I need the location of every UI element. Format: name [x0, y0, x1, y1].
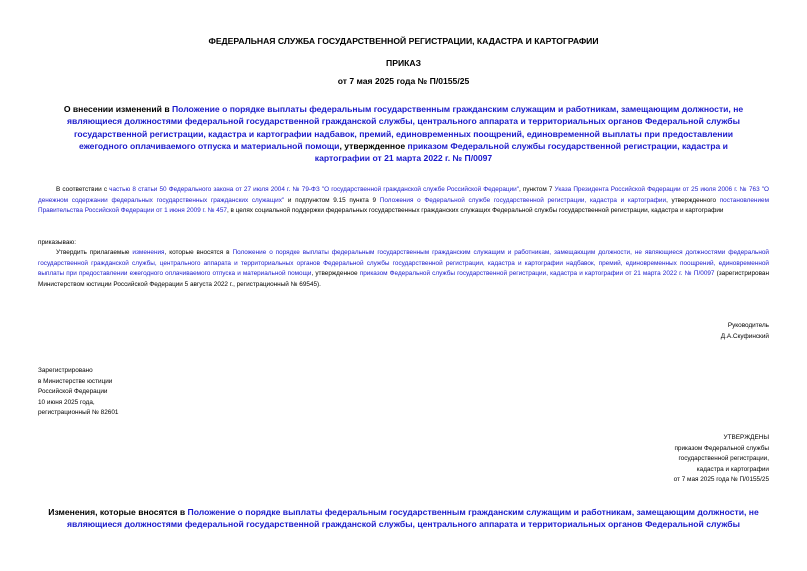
- registration-block: [38, 366, 118, 419]
- orders-word: приказываю:: [38, 239, 76, 246]
- approved-line-4: кадастра и картографии: [696, 465, 769, 473]
- agency-name: ФЕДЕРАЛЬНАЯ СЛУЖБА ГОСУДАРСТВЕННОЙ РЕГИСТРАЦИИ, КАДАСТРА И КАРТОГРАФИИ: [208, 36, 599, 46]
- title-middle: , утвержденное: [339, 140, 408, 151]
- approved-line-3: государственной регистрации,: [678, 455, 769, 463]
- p1-text-2: , пунктом 7: [519, 186, 555, 193]
- registration-line-1: Зарегистрировано: [38, 367, 93, 374]
- p1-text-5: , в целях социальной поддержки федеральных государственных гражданских служащих Федеральной службы государственной регистрации, кадастра и картографии: [226, 207, 724, 215]
- registration-line-5: регистрационный № 82601: [38, 409, 119, 417]
- regulation-link[interactable]: Положение о порядке выплаты федеральным государственным гражданским служащим и работникам, замещающим должности, не являющиеся должностями федеральной государственной гражданской службы, центрального аппарата и территориальных органов Федеральной службы государственной регистрации, кадастра и картографии надбавок, премий, единовременных поощрений, единовременной выплаты при предоставлении ежегодного оплачиваемого отпуска и материальной помощи: [38, 249, 770, 278]
- document-type: ПРИКАЗ: [386, 58, 421, 68]
- approved-line-1: УТВЕРЖДЕНЫ: [723, 434, 769, 441]
- signatory-name: Д.А.Скуфинский: [720, 332, 769, 340]
- title-prefix: О внесении изменений в: [63, 104, 172, 114]
- registration-line-4: 10 июня 2025 года,: [38, 398, 95, 406]
- presidential-decree-link[interactable]: Указа Президента Российской Федерации от 25 июля 2006 г. № 763 "О денежном содержании федеральных государственных гражданских служащих": [38, 186, 770, 204]
- signature-block: [721, 321, 769, 342]
- service-regulation-link[interactable]: Положения о Федеральной службе государственной регистрации, кадастра и картографии: [379, 196, 667, 204]
- title-regulation-link[interactable]: Положение о порядке выплаты федеральным государственным гражданским служащим и работникам, замещающим должности, не являющиеся должностями федеральной государственной гражданской службы, центрального аппарата и территориальных органов Федеральной службы государственной регистрации, кадастра и картографии надбавок, премий, единовременных поощрений, единовременной выплаты при предоставлении ежегодного оплачиваемого отпуска и материальной помощи: [67, 104, 744, 151]
- p1-text-3: и подпунктом 9.15 пункта 9: [284, 196, 380, 204]
- p2-text-4: (зарегистрирован Министерством юстиции Российской Федерации 5 августа 2022 г., регистрационный № 69545).: [38, 270, 769, 288]
- order-2022-link[interactable]: приказом Федеральной службы государственной регистрации, кадастра и картографии от 21 марта 2022 г. № П/0097: [359, 270, 715, 278]
- p1-text-4: , утвержденного: [666, 196, 720, 204]
- signatory-role: Руководитель: [727, 322, 769, 329]
- government-resolution-link[interactable]: постановлением Правительства Российской Федерации от 1 июня 2009 г. № 457: [38, 196, 769, 215]
- changes-heading: [30, 506, 777, 531]
- operative-paragraph: [38, 248, 769, 290]
- approved-line-2: приказом Федеральной службы: [674, 444, 769, 452]
- approval-stamp: [674, 433, 769, 486]
- p1-text-1: В соответствии с: [56, 186, 110, 193]
- changes-regulation-link[interactable]: Положение о порядке выплаты федеральным государственным гражданским служащим и работникам, замещающим должности, не являющиеся должностями федеральной государственной гражданской службы, центрального аппарата и территориальных органов Федеральной службы: [67, 507, 759, 530]
- registration-line-2: в Министерстве юстиции: [38, 377, 113, 385]
- p2-text-2: , которые вносятся в: [164, 249, 233, 256]
- changes-prefix: Изменения, которые вносятся в: [48, 507, 188, 517]
- preamble-paragraph: [38, 185, 769, 217]
- registration-line-3: Российской Федерации: [38, 388, 108, 396]
- p2-text-1: Утвердить прилагаемые: [56, 249, 133, 256]
- approved-line-5: от 7 мая 2025 года № П/0155/25: [673, 476, 769, 484]
- federal-law-link[interactable]: частью 8 статьи 50 Федерального закона от 27 июля 2004 г. № 79-ФЗ "О государственной гражданской службе Российской Федерации": [109, 186, 519, 193]
- document-title: [52, 103, 755, 164]
- changes-link[interactable]: изменения: [132, 249, 165, 256]
- title-order-link[interactable]: приказом Федеральной службы государственной регистрации, кадастра и картографии от 21 марта 2022 г. № П/0097: [314, 140, 728, 164]
- p2-text-3: , утвержденное: [311, 270, 360, 278]
- order-date-number: от 7 мая 2025 года № П/0155/25: [337, 76, 470, 86]
